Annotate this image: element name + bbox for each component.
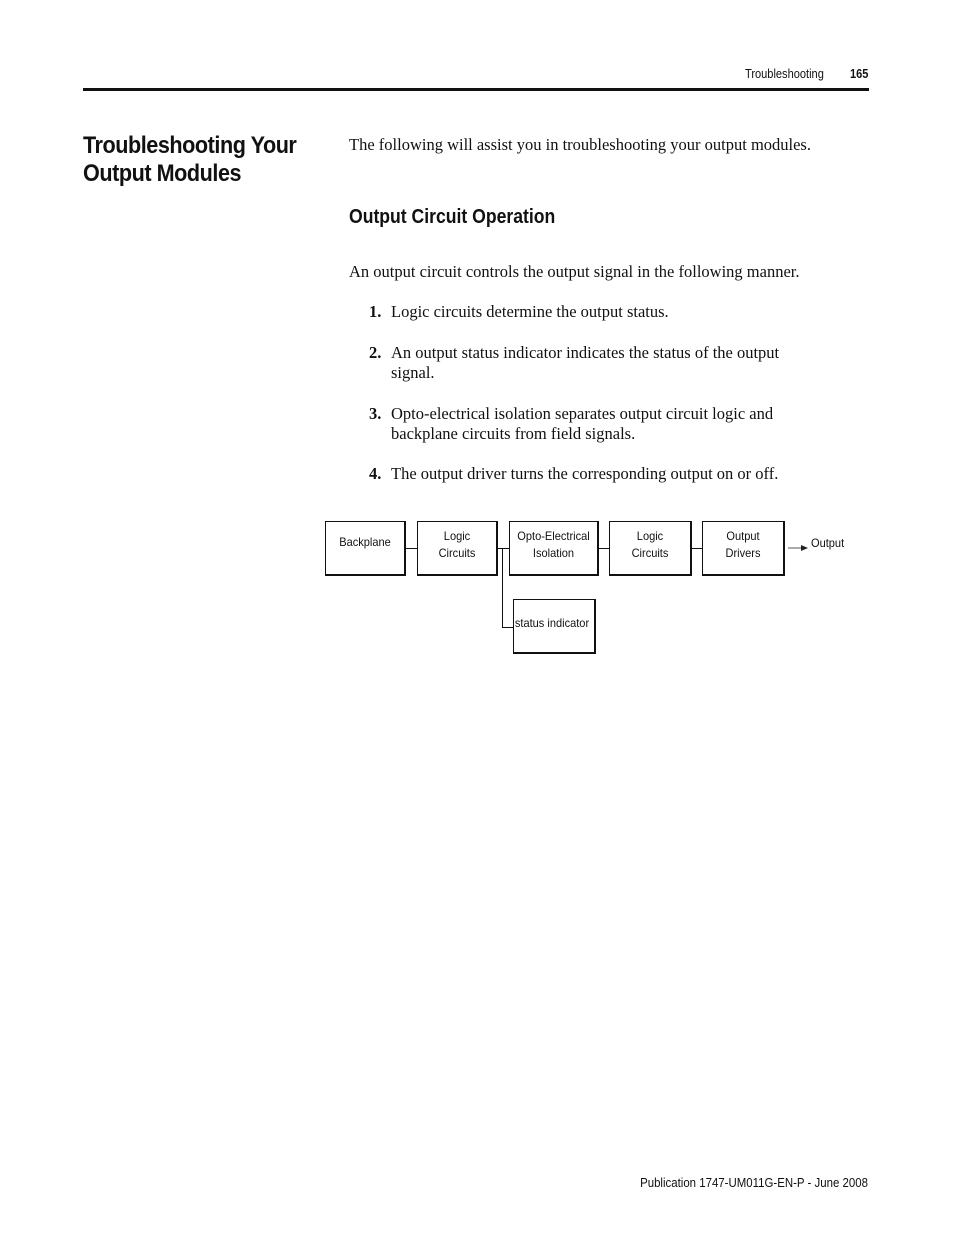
lead-paragraph: An output circuit controls the output signal in the following manner. xyxy=(349,262,800,281)
step-text: Logic circuits determine the output status. xyxy=(391,302,669,321)
step-text: The output driver turns the corresponding output on or off. xyxy=(391,464,779,483)
connector-line xyxy=(405,548,417,549)
box-label: Logic Circuits xyxy=(438,529,476,560)
intro-paragraph: The following will assist you in troubleshooting your output modules. xyxy=(349,135,811,154)
step-number: 3. xyxy=(369,404,382,423)
box-label: Backplane xyxy=(339,535,391,549)
box-label: Logic Circuits xyxy=(631,529,669,560)
output-label: Output xyxy=(811,536,845,550)
page-number: 165 xyxy=(850,66,869,81)
section-title: Troubleshooting Your Output Modules xyxy=(83,132,297,187)
step-number: 1. xyxy=(369,302,382,321)
publication-footer: Publication 1747-UM011G-EN-P - June 2008 xyxy=(640,1175,868,1190)
status-branch-line xyxy=(502,548,503,628)
connector-line xyxy=(691,548,702,549)
box-label: status indicator xyxy=(514,616,590,630)
status-indicator-box xyxy=(513,599,596,654)
step-text: An output status indicator indicates the status of the output signal. xyxy=(391,343,780,382)
box-label: Output Drivers xyxy=(725,529,761,560)
connector-line xyxy=(498,548,509,549)
logic-circuits-box xyxy=(417,521,498,576)
backplane-box xyxy=(325,521,406,576)
subheading: Output Circuit Operation xyxy=(349,206,556,228)
output-arrow-icon xyxy=(787,543,809,553)
connector-line xyxy=(599,548,609,549)
step-number: 2. xyxy=(369,343,382,362)
box-label: Opto-Electrical Isolation xyxy=(517,529,590,560)
step-number: 4. xyxy=(369,464,382,483)
opto-isolation-box xyxy=(509,521,599,576)
step-text: Opto-electrical isolation separates output circuit logic and backplane circuits from field signals. xyxy=(391,404,774,443)
output-drivers-box xyxy=(702,521,785,576)
logic-circuits-box-2 xyxy=(609,521,692,576)
running-header-section: Troubleshooting xyxy=(745,66,824,81)
